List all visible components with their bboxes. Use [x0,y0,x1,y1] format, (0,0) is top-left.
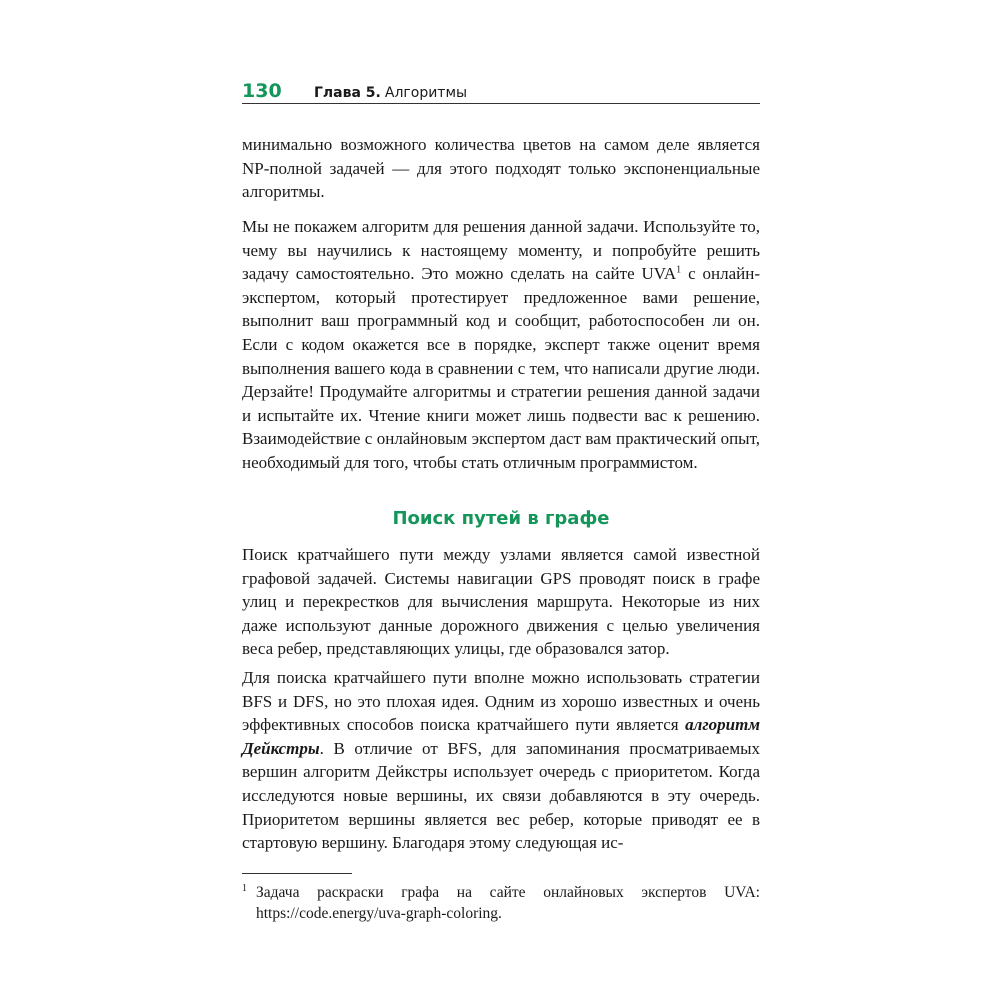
paragraph-4 [242,666,760,855]
paragraph-2 [242,215,760,475]
paragraph-2-text-b: с онлайн-экспертом, который протестирует предложенное вами решение, выполнит ваш программный код и сообщит, работоспособен ли он. Если с кодом окажется все в порядке, эксперт также оценит время выполнения вашего кода в сравнении с тем, что написали другие люди. Дерзайте! Продумайте алгоритмы и стратегии решения данной задачи и испытайте их. Чтение книги может лишь подвести вас к решению. Взаимодействие с онлайновым экспертом даст вам практический опыт, необходимый для того, чтобы стать отличным программистом. [242,264,760,472]
paragraph-3 [242,543,760,661]
dijkstra-term: алгоритм Дейкстры [242,715,760,758]
header-divider [242,103,760,104]
section-heading: Поиск путей в графе [392,508,610,529]
page-number: 130 [242,80,282,102]
footnote-text: Задача раскраски графа на сайте онлайновых экспертов UVA: https://code.energy/uva-graph-coloring. [256,884,760,922]
paragraph-1 [242,133,760,204]
paragraph-1-text: минимально возможного количества цветов на самом деле является NP-полной задачей — для этого подходят только экспоненциальные алгоритмы. [242,135,760,202]
footnote-reference: 1 [676,264,682,276]
chapter-title: Алгоритмы [384,85,468,101]
footnote [242,882,760,924]
paragraph-2-text-a: Мы не покажем алгоритм для решения данной задачи. Используйте то, чему вы научились к настоящему моменту, и попробуйте решить задачу самостоятельно. Это можно сделать на сайте UVA [242,217,760,284]
paragraph-3-text: Поиск кратчайшего пути между узлами является самой известной графовой задачей. Системы навигации GPS проводят поиск в графе улиц и перекрестков для вычисления маршрута. Некоторые из них даже используют данные дорожного движения с целью увеличения веса ребер, представляющих улицы, где образовался затор. [242,545,760,659]
running-header [242,80,760,104]
footnote-mark: 1 [242,883,247,894]
paragraph-4-text-a: Для поиска кратчайшего пути вполне можно использовать стратегии BFS и DFS, но это плохая идея. Одним из хорошо известных и очень эффективных способов поиска кратчайшего пути является [242,668,760,735]
paragraph-4-text-b: . В отличие от BFS, для запоминания просматриваемых вершин алгоритм Дейкстры использует очередь с приоритетом. Когда исследуются новые вершины, их связи добавляются в эту очередь. Приоритетом вершины является вес ребер, которые приводят ее в стартовую вершину. Благодаря этому следующая ис- [242,738,760,853]
chapter-label: Глава 5. [314,85,381,101]
footnote-divider [242,873,352,874]
